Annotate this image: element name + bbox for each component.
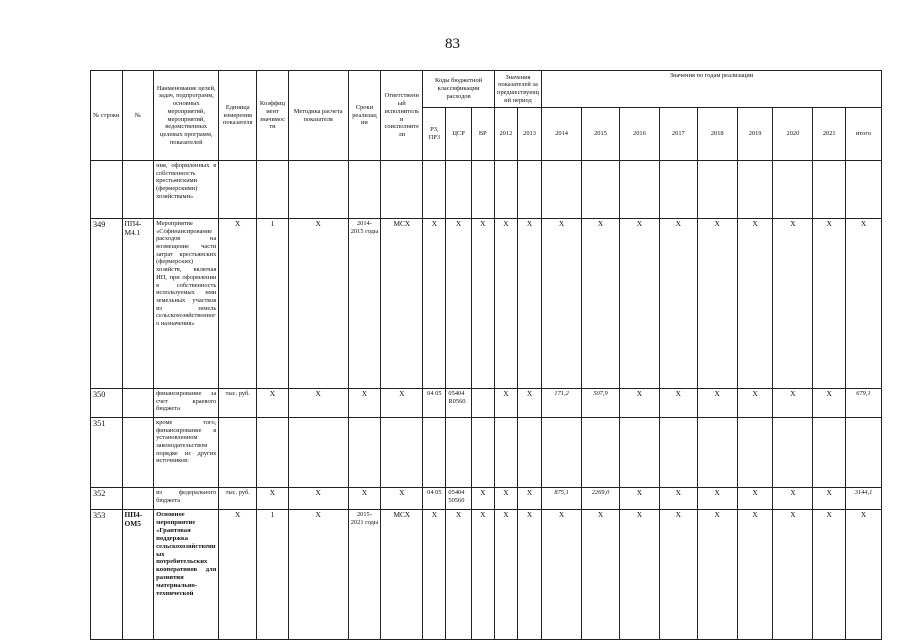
cell-2013: Х: [517, 219, 541, 389]
cell-terms: 2014-2015 годы: [348, 219, 381, 389]
col-prev-values: Значения показателей за предшествующий период: [494, 71, 541, 108]
cell-2019: Х: [737, 389, 773, 418]
table-row: [91, 219, 882, 389]
cell-csr: 05404 50560: [446, 488, 471, 510]
page-number: 83: [445, 36, 460, 52]
cell-method: Х: [288, 488, 348, 510]
col-budget-codes: Коды бюджетной классификации расходов: [423, 71, 495, 108]
cell-2014: Х: [542, 219, 582, 389]
cell-vr: Х: [471, 219, 494, 389]
cell-csr: 05404 R0560: [446, 389, 471, 418]
col-2013: 2013: [517, 108, 541, 161]
col-resp: Ответственный исполнитель и соисполнители: [381, 71, 423, 161]
cell-2013: Х: [517, 510, 541, 640]
col-method: Методика расчета показателя: [288, 71, 348, 161]
cell-2016: Х: [619, 389, 659, 418]
cell-2012: Х: [494, 389, 517, 418]
table-row: [91, 389, 882, 418]
cell-2017: Х: [659, 510, 697, 640]
row-number: 351: [91, 418, 123, 488]
cell-2020: Х: [773, 510, 813, 640]
cell-2015: 2269,0: [582, 488, 620, 510]
cell-2016: Х: [619, 219, 659, 389]
cell-2014: 875,1: [542, 488, 582, 510]
cell-terms: 2015-2021 годы: [348, 510, 381, 640]
cell-2020: Х: [773, 389, 813, 418]
cell-2017: Х: [659, 389, 697, 418]
cell-2013: Х: [517, 389, 541, 418]
cell-rz: 04 05: [423, 389, 446, 418]
col-2017: 2017: [659, 108, 697, 161]
row-code: ПП4-М4.1: [122, 219, 154, 389]
cell-rz: Х: [423, 510, 446, 640]
cell-2021: Х: [813, 510, 846, 640]
cell-resp: МСХ: [381, 219, 423, 389]
col-year-values: Значения по годам реализации: [542, 71, 882, 108]
cell-2017: Х: [659, 219, 697, 389]
cell-terms: Х: [348, 488, 381, 510]
cell-2015: Х: [582, 219, 620, 389]
cell-resp: МСХ: [381, 510, 423, 640]
cell-2012: Х: [494, 219, 517, 389]
cell-2019: Х: [737, 510, 773, 640]
cell-2013: Х: [517, 488, 541, 510]
col-2020: 2020: [773, 108, 813, 161]
col-rz: РЗ, ПР3: [423, 108, 446, 161]
row-name: Основное мероприятие «Грантовая поддержка сельскохозяйственных потребительских кооперативов для развития материально-технической: [154, 510, 219, 640]
cell-unit: тыс. руб.: [219, 488, 257, 510]
cell-2015: Х: [582, 510, 620, 640]
col-no: №: [122, 71, 154, 161]
row-name: финансирование за счет краевого бюджета: [154, 389, 219, 418]
cell-total: 3144,1: [846, 488, 882, 510]
cell-method: Х: [288, 389, 348, 418]
col-2012: 2012: [494, 108, 517, 161]
row-number: 352: [91, 488, 123, 510]
col-2018: 2018: [697, 108, 737, 161]
cell-2016: Х: [619, 488, 659, 510]
table-row: [91, 418, 882, 488]
cell-2012: Х: [494, 510, 517, 640]
cell-coef: 1: [257, 219, 289, 389]
cell-2018: Х: [697, 488, 737, 510]
cell-csr: Х: [446, 510, 471, 640]
row-name: ния, оформленных в собственность крестьянскими (фермерскими) хозяйствами»: [154, 161, 219, 219]
cell-vr: [471, 389, 494, 418]
cell-2018: Х: [697, 219, 737, 389]
col-2016: 2016: [619, 108, 659, 161]
cell-2021: Х: [813, 389, 846, 418]
cell-rz: 04 05: [423, 488, 446, 510]
col-row-no: № строки: [91, 71, 123, 161]
cell-2015: 507,9: [582, 389, 620, 418]
col-2014: 2014: [542, 108, 582, 161]
col-unit: Единица измерения показателя: [219, 71, 257, 161]
cell-method: Х: [288, 219, 348, 389]
cell-coef: 1: [257, 510, 289, 640]
row-code: ПП4-ОМ5: [122, 510, 154, 640]
row-name: из федерального бюджета: [154, 488, 219, 510]
row-name: Мероприятие «Софинансирование расходов на возмещение части затрат крестьянских (фермерских) хозяйств, включая ИП, при оформлении в собственность используемых ими земельных участков из земель сельскохозяйственного назначения»: [154, 219, 219, 389]
cell-2019: Х: [737, 219, 773, 389]
cell-2019: Х: [737, 488, 773, 510]
cell-csr: Х: [446, 219, 471, 389]
col-total: итого: [846, 108, 882, 161]
cell-2021: Х: [813, 488, 846, 510]
cell-2016: Х: [619, 510, 659, 640]
cell-2020: Х: [773, 488, 813, 510]
col-2015: 2015: [582, 108, 620, 161]
cell-resp: Х: [381, 389, 423, 418]
cell-2021: Х: [813, 219, 846, 389]
cell-unit: Х: [219, 510, 257, 640]
col-vr: ВР: [471, 108, 494, 161]
cell-2014: Х: [542, 510, 582, 640]
cell-total: Х: [846, 510, 882, 640]
cell-vr: Х: [471, 488, 494, 510]
cell-terms: Х: [348, 389, 381, 418]
program-table: [90, 70, 882, 640]
col-coef: Коэффициент значимости: [257, 71, 289, 161]
cell-method: Х: [288, 510, 348, 640]
cell-coef: Х: [257, 389, 289, 418]
cell-resp: Х: [381, 488, 423, 510]
row-number: 353: [91, 510, 123, 640]
table-row: [91, 510, 882, 640]
cell-2018: Х: [697, 510, 737, 640]
col-terms: Сроки реализации: [348, 71, 381, 161]
cell-vr: Х: [471, 510, 494, 640]
table-row: [91, 161, 882, 219]
row-number: 349: [91, 219, 123, 389]
cell-total: 679,1: [846, 389, 882, 418]
cell-2017: Х: [659, 488, 697, 510]
col-csr: ЦСР: [446, 108, 471, 161]
cell-rz: Х: [423, 219, 446, 389]
header-row-1: [91, 71, 882, 108]
cell-unit: тыс. руб.: [219, 389, 257, 418]
col-2019: 2019: [737, 108, 773, 161]
row-number: 350: [91, 389, 123, 418]
cell-2014: 171,2: [542, 389, 582, 418]
table-row: [91, 488, 882, 510]
row-name: кроме того, финансирование в установленном законодательством порядке из других источников:: [154, 418, 219, 488]
cell-unit: Х: [219, 219, 257, 389]
cell-coef: Х: [257, 488, 289, 510]
col-2021: 2021: [813, 108, 846, 161]
cell-total: Х: [846, 219, 882, 389]
col-name: Наименование целей, задач, подпрограмм, основных мероприятий, мероприятий, ведомственных целевых программ, показателей: [154, 71, 219, 161]
cell-2012: Х: [494, 488, 517, 510]
cell-2018: Х: [697, 389, 737, 418]
cell-2020: Х: [773, 219, 813, 389]
